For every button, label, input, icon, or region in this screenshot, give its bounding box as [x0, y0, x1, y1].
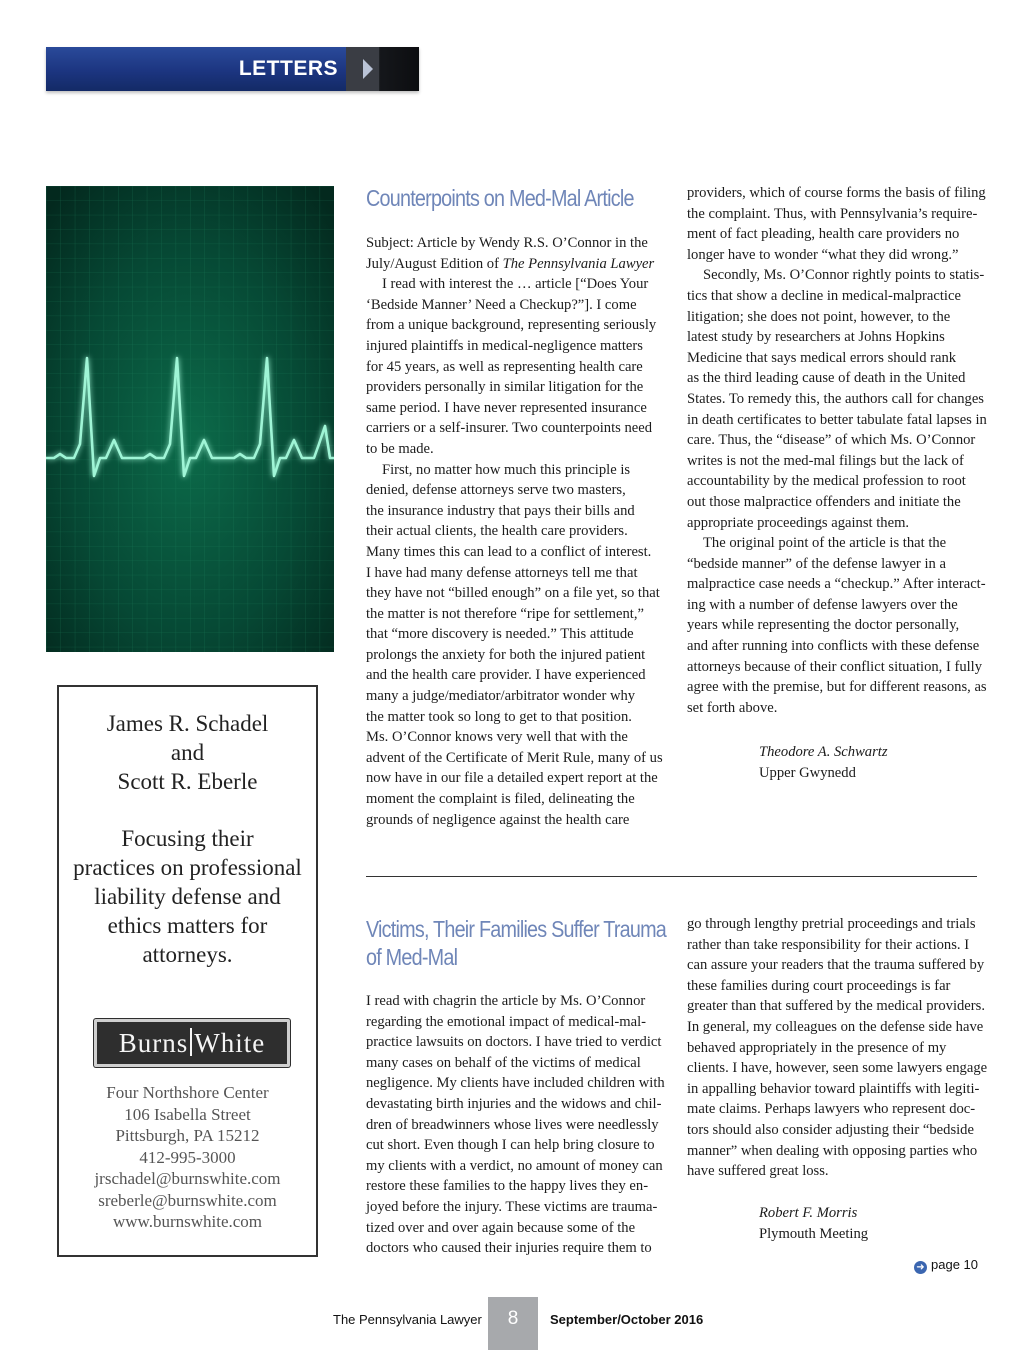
arrow-right-circle-icon: ➜	[914, 1261, 927, 1274]
text-line: and the health care provider. I have experienced	[366, 667, 646, 684]
logo-divider	[190, 1028, 192, 1056]
ad-email-link[interactable]: sreberle@burnswhite.com	[98, 1190, 277, 1210]
text-line: In general, my colleagues on the defense side have	[687, 1018, 984, 1035]
text-line: Ms. O’Connor knows very well that with the	[366, 729, 628, 746]
text-line: greater than that suffered by the medical providers.	[687, 998, 985, 1015]
section-tab	[46, 47, 419, 91]
letter2-column-1	[366, 991, 666, 1259]
letter2-signature	[759, 1203, 868, 1245]
text-line: cut short. Even though I can help bring closure to	[366, 1137, 655, 1154]
text-line: mate claims. Perhaps lawyers who represent doc-	[687, 1101, 976, 1118]
text-line: Secondly, Ms. O’Connor rightly points to statis-	[703, 267, 985, 284]
letter1-headline: Counterpoints on Med-Mal Article	[366, 185, 634, 211]
ekg-heartbeat-image	[46, 186, 334, 652]
ad-address-line: Pittsburgh, PA 15212	[115, 1126, 260, 1145]
text-line: longer have to wonder “what they did wrong.”	[687, 246, 959, 263]
text-line: to be made.	[366, 440, 434, 457]
text-line: accountability by the medical profession to root	[687, 473, 966, 490]
ad-address-line: Four Northshore Center	[106, 1083, 269, 1102]
text-line: devastating birth injuries and the widows and chil-	[366, 1095, 662, 1112]
signature-place: Upper Gwynedd	[759, 765, 856, 781]
text-line: agree with the premise, but for different reasons, as	[687, 679, 987, 696]
page-number: 8	[488, 1297, 538, 1350]
section-label: LETTERS	[238, 57, 338, 80]
text-line: First, no matter how much this principle is	[382, 461, 631, 478]
text-line: providers, which of course forms the basis of filing	[687, 185, 986, 201]
text-line: out those malpractice offenders and initiate the	[687, 493, 961, 510]
ad-email-link[interactable]: jrschadel@burnswhite.com	[94, 1169, 281, 1188]
text-line: behaved appropriately in the presence of my	[687, 1039, 947, 1056]
text-line: States. To remedy this, the authors call for changes	[687, 390, 984, 407]
text-line: have suffered great loss.	[687, 1163, 829, 1180]
text-line: many cases on behalf of the victims of medical	[366, 1054, 641, 1071]
text-line: care. Thus, the “disease” of which Ms. O’Connor	[687, 432, 976, 449]
ad-name-line: Scott R. Eberle	[117, 769, 258, 794]
signature-place: Plymouth Meeting	[759, 1226, 869, 1242]
text-line: from a unique background, representing seriously	[366, 317, 657, 334]
signature-name: Theodore A. Schwartz	[759, 744, 888, 760]
text-line: the matter is not therefore “ripe for settlement,”	[366, 605, 644, 622]
text-line: grounds of negligence against the health care	[366, 811, 630, 828]
text-line: my clients with a verdict, no amount of money can	[366, 1157, 663, 1174]
text-line: joyed before the injury. These victims are trauma-	[366, 1198, 658, 1215]
text-line: go through lengthy pretrial proceedings and trials	[687, 916, 976, 932]
chevron-right-icon	[346, 47, 419, 91]
text-line: tized over and over again because some of the	[366, 1219, 636, 1236]
section-arrow-box	[346, 47, 419, 91]
text-line: latest study by researchers at Johns Hopkins	[687, 329, 945, 346]
ad-contact-info	[59, 1082, 316, 1233]
text-line: moment the complaint is filed, delineating the	[366, 791, 635, 808]
text-line: litigation; she does not point, however, to the	[687, 308, 951, 325]
text-line: regarding the emotional impact of medical-mal-	[366, 1013, 647, 1030]
text-line: many a judge/mediator/arbitrator wonder why	[366, 688, 636, 705]
text-line: clients. I have, however, seen some lawyers engage	[687, 1060, 988, 1077]
text-line: can assure your readers that the trauma suffered by	[687, 957, 985, 974]
text-line: injured plaintiffs in medical-negligence matters	[366, 337, 643, 354]
text-line: these families during court proceedings is far	[687, 977, 951, 994]
footer-issue: September/October 2016	[550, 1312, 704, 1327]
text-line: the complaint. Thus, with Pennsylvania’s require-	[687, 205, 978, 222]
ad-focus-line: Focusing their	[121, 826, 254, 851]
text-line: Many times this can lead to a conflict of interest.	[366, 543, 652, 560]
jump-text: page 10	[931, 1257, 978, 1272]
text-line: years while representing the doctor personally,	[687, 617, 960, 634]
text-line: set forth above.	[687, 699, 778, 716]
text-line: practice lawsuits on doctors. I have tried to verdict	[366, 1034, 662, 1051]
text-line: the insurance industry that pays their bills and	[366, 502, 635, 519]
text-line: now have in our file a detailed expert report at the	[366, 770, 658, 787]
text-line: and after running into conflicts with these defense	[687, 638, 980, 655]
text-line: they have not “billed enough” on a file yet, so that	[366, 585, 660, 602]
text-line: tors should also consider adjusting their “bedside	[687, 1121, 974, 1138]
letter1-column-1	[366, 233, 666, 830]
ad-focus-text	[59, 824, 316, 969]
ad-name-line: James R. Schadel	[106, 711, 269, 736]
text-line: advent of the Certificate of Merit Rule, many of us	[366, 749, 663, 766]
section-divider	[366, 876, 977, 877]
text-line: appropriate proceedings against them.	[687, 514, 910, 531]
text-span: July/August Edition of	[366, 255, 503, 272]
ad-name-line: and	[170, 740, 205, 765]
ad-focus-line: attorneys.	[142, 942, 233, 967]
text-line: restore these families to the happy lives they en-	[366, 1178, 649, 1195]
text-line: same period. I have never represented insurance	[366, 399, 647, 416]
publication-title: The Pennsylvania Lawyer	[502, 255, 655, 272]
headline-line: Victims, Their Families Suffer Trauma	[366, 916, 667, 942]
text-line: I read with chagrin the article by Ms. O’Connor	[366, 993, 646, 1009]
logo-word-right: White	[194, 1028, 266, 1058]
text-line: ing with a number of defense lawyers over the	[687, 596, 958, 613]
text-line: Medicine that says medical errors should rank	[687, 349, 957, 366]
text-line: carriers or a self-insurer. Two counterpoints need	[366, 420, 653, 437]
signature-name: Robert F. Morris	[759, 1205, 858, 1221]
text-line: dren of breadwinners whose lives were needlessly	[366, 1116, 659, 1133]
text-line: as the third leading cause of death in the United	[687, 370, 966, 387]
text-line: negligence. My clients have included children with	[366, 1075, 665, 1092]
text-line: manner” when dealing with opposing parties who	[687, 1142, 978, 1159]
headline-line: of Med-Mal	[366, 944, 458, 970]
letter1-signature	[759, 742, 888, 784]
text-line: ‘Bedside Manner’ Need a Checkup?”]. I come	[366, 296, 637, 313]
ad-attorney-names	[59, 709, 316, 796]
ad-focus-line: liability defense and	[94, 884, 281, 909]
text-line: rather than take responsibility for their actions. I	[687, 936, 970, 953]
burns-white-ad	[57, 685, 318, 1257]
text-line: I have had many defense attorneys tell me that	[366, 564, 638, 581]
logo-word-left: Burns	[118, 1028, 189, 1058]
text-line: for 45 years, as well as representing health care	[366, 358, 643, 375]
text-line: prolongs the anxiety for both the injured patient	[366, 646, 646, 663]
text-line: in appalling behavior toward plaintiffs with legiti-	[687, 1080, 980, 1097]
text-line: “bedside manner” of the defense lawyer in a	[687, 555, 946, 572]
letter2-headline	[366, 915, 666, 971]
text-line: I read with interest the … article [“Does Your	[382, 276, 649, 293]
text-line: in death certificates to better tabulate fatal lapses in	[687, 411, 987, 428]
ad-focus-line: practices on professional	[73, 855, 302, 880]
text-line: their actual clients, the health care providers.	[366, 523, 628, 540]
continued-on-page-link[interactable]	[914, 1257, 978, 1274]
ad-phone: 412-995-3000	[139, 1147, 236, 1167]
text-line: attorneys because of their conflict situation, I fully	[687, 658, 983, 675]
ad-focus-line: ethics matters for	[107, 913, 268, 938]
footer-publication: The Pennsylvania Lawyer	[333, 1312, 482, 1327]
text-line: that “more discovery is needed.” This attitude	[366, 626, 634, 643]
ad-address-line: 106 Isabella Street	[124, 1104, 251, 1124]
text-line: doctors who caused their injuries require them to	[366, 1240, 652, 1257]
text-line: denied, defense attorneys serve two masters,	[366, 482, 626, 499]
text-line: The original point of the article is that the	[703, 535, 947, 552]
text-line: writes is not the med-mal filings but the lack of	[687, 452, 964, 469]
letter2-column-2	[687, 914, 987, 1182]
ad-website-link[interactable]: www.burnswhite.com	[112, 1212, 263, 1231]
text-line	[366, 254, 666, 275]
text-line: the matter took so long to get to that position.	[366, 708, 632, 725]
text-line: providers personally in similar litigation for the	[366, 379, 644, 396]
burns-white-logo	[94, 1019, 290, 1067]
letter1-column-2	[687, 183, 987, 718]
text-line: tics that show a decline in medical-malpractice	[687, 287, 961, 304]
text-line: malpractice case needs a “checkup.” After interact-	[687, 576, 986, 593]
text-line: ment of fact pleading, health care providers no	[687, 226, 960, 243]
text-line: Subject: Article by Wendy R.S. O’Connor in the	[366, 235, 648, 251]
